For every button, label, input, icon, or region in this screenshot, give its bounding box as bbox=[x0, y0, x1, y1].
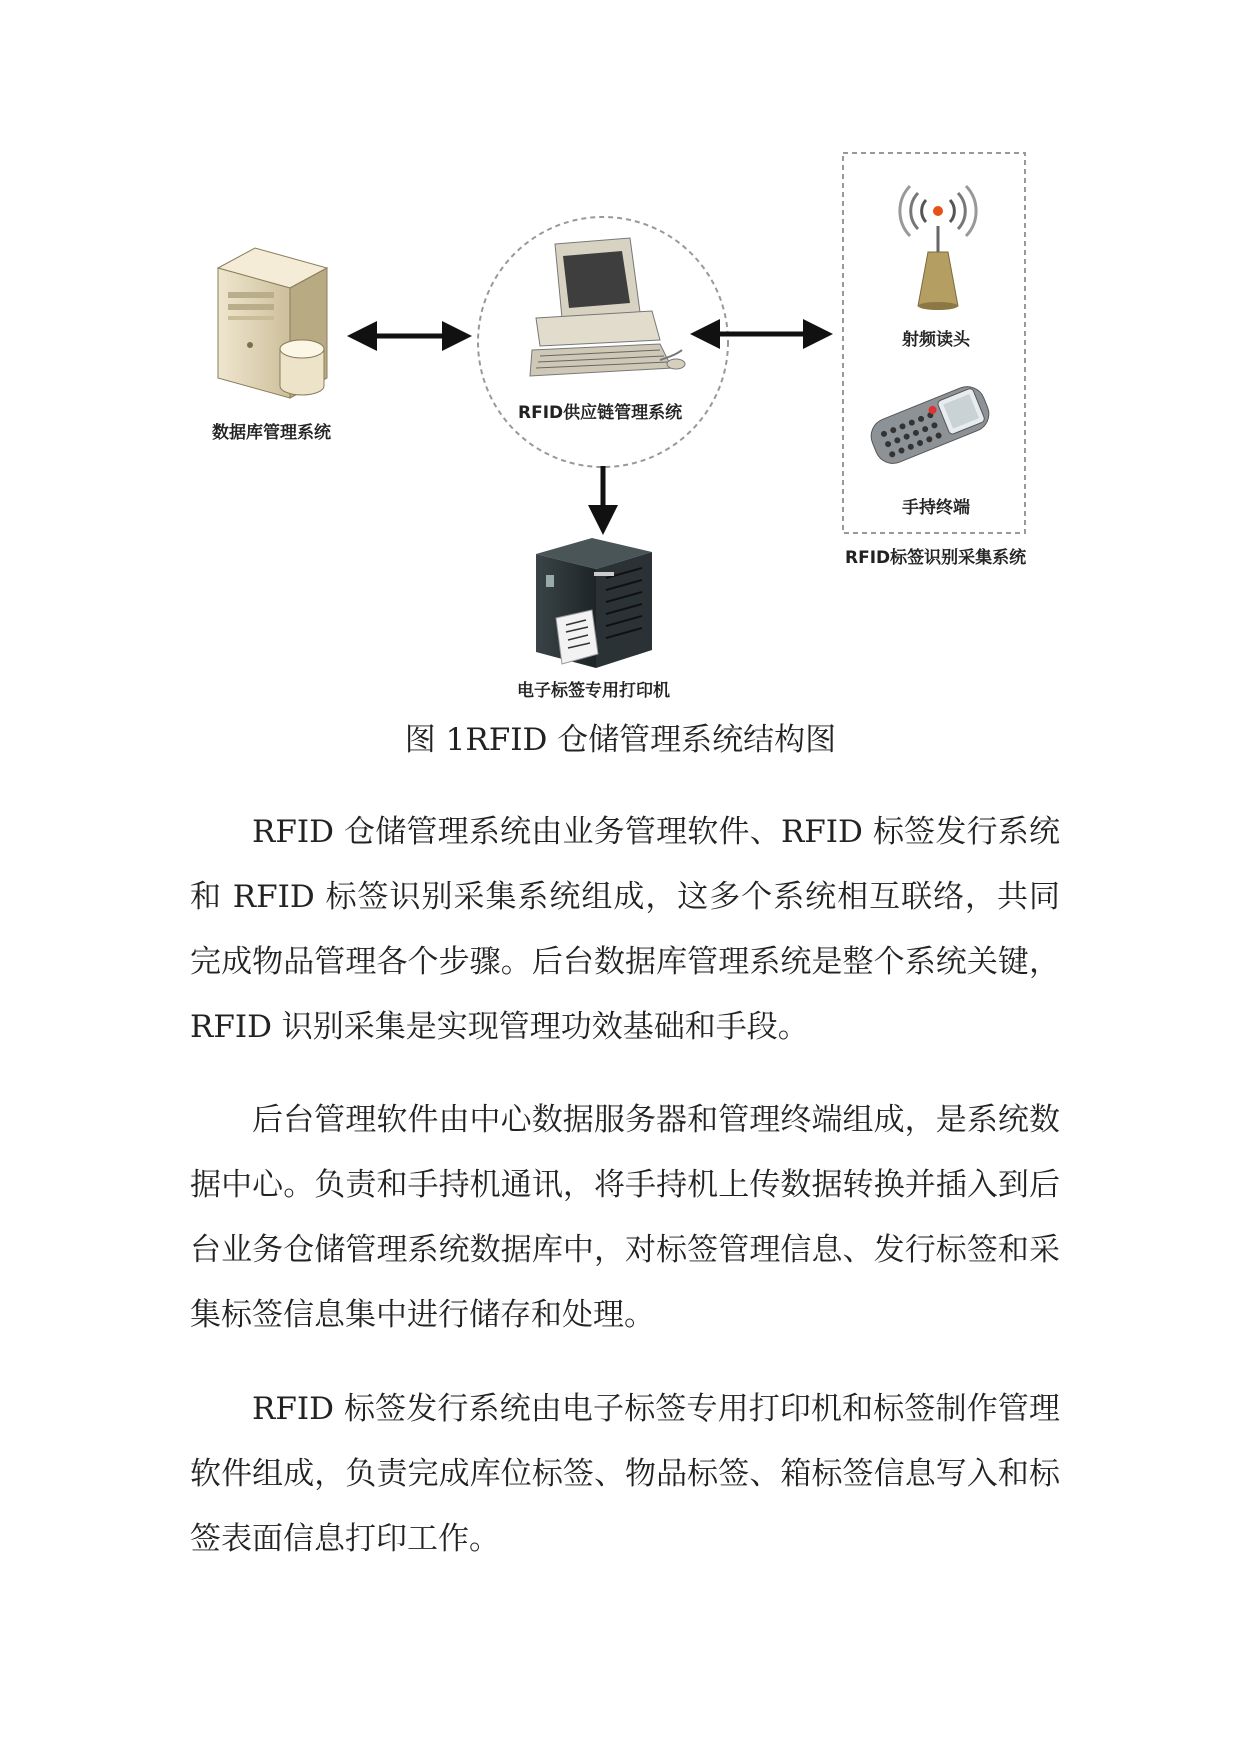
label-printer-label: 电子标签专用打印机 bbox=[517, 681, 670, 701]
diagram-graphics bbox=[0, 0, 1241, 700]
computer-terminal-icon bbox=[530, 238, 685, 376]
handheld-terminal-icon bbox=[866, 381, 994, 469]
rfid-system-diagram bbox=[0, 0, 1241, 700]
figure-caption: 图 1RFID 仓储管理系统结构图 bbox=[404, 722, 837, 758]
database-server-icon bbox=[218, 248, 327, 398]
supply-chain-system-label: RFID供应链管理系统 bbox=[518, 403, 683, 423]
paragraph-3: RFID 标签发行系统由电子标签专用打印机和标签制作管理软件组成，负责完成库位标签、物品标签、箱标签信息写入和标签表面信息打印工作。 bbox=[190, 1391, 1060, 1557]
paragraph-2: 后台管理软件由中心数据服务器和管理终端组成，是系统数据中心。负责和手持机通讯，将手持机上传数据转换并插入到后台业务仓储管理系统数据库中，对标签管理信息、发行标签和采集标签信息集中进行储存和处理。 bbox=[190, 1102, 1060, 1333]
label-printer-icon bbox=[536, 538, 652, 668]
rf-reader-antenna-icon bbox=[900, 186, 976, 310]
rfid-identification-system-label: RFID标签识别采集系统 bbox=[845, 548, 1027, 568]
handheld-terminal-label: 手持终端 bbox=[902, 498, 970, 518]
paragraph-1: RFID 仓储管理系统由业务管理软件、RFID 标签发行系统和 RFID 标签识别采集系统组成，这多个系统相互联络，共同完成物品管理各个步骤。后台数据库管理系统是整个系统关键，RFID 识别采集是实现管理功效基础和手段。 bbox=[190, 814, 1060, 1045]
rf-reader-label: 射频读头 bbox=[902, 330, 970, 350]
database-system-label: 数据库管理系统 bbox=[212, 423, 331, 443]
